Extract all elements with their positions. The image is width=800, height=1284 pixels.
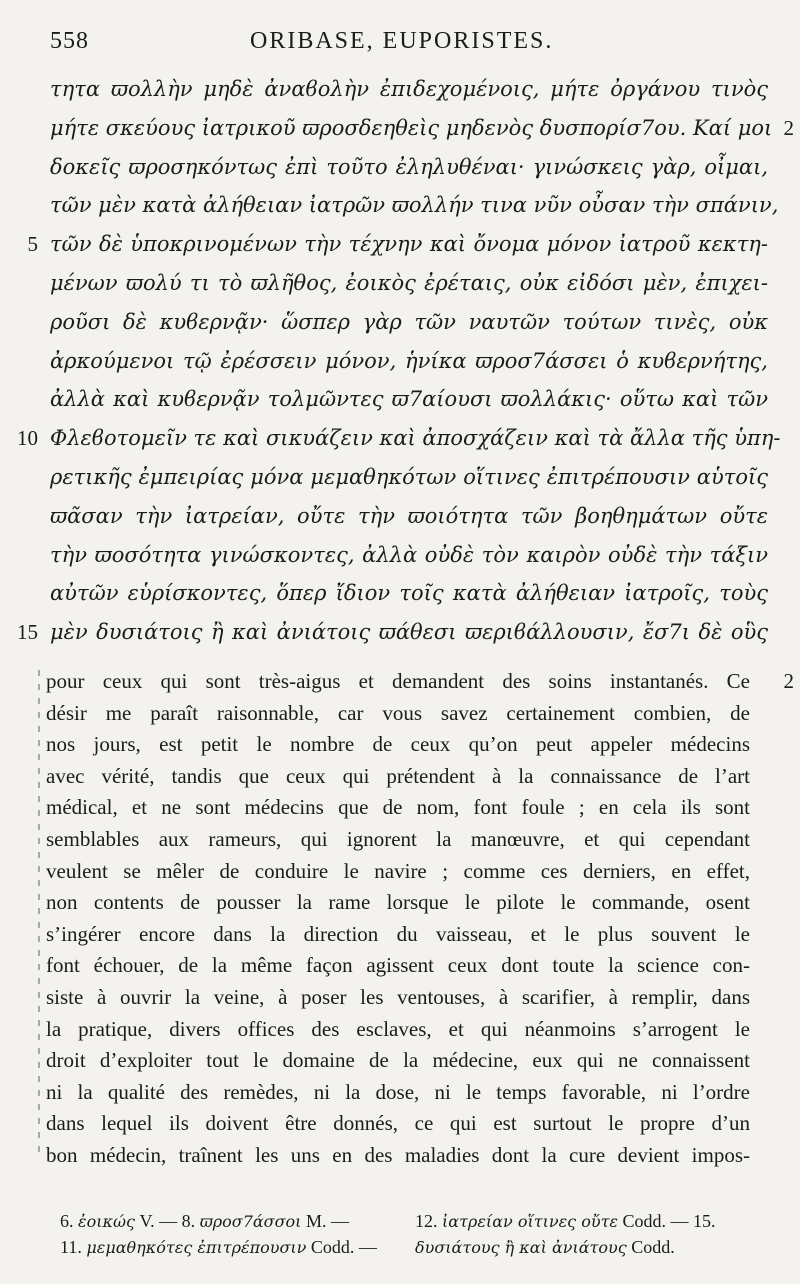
french-line-text: pour ceux qui sont très-aigus et demandent des soins instantanés. Ce bbox=[46, 669, 750, 693]
line-number: 5 bbox=[27, 232, 38, 257]
french-line bbox=[0, 1014, 800, 1046]
greek-line-text: μήτε σκεύους ἰατρικοῦ ϖροσδεηθεὶς μηδενὸς δυσπορίσ7ου. Καί μοι bbox=[50, 115, 773, 140]
french-line bbox=[0, 666, 800, 698]
note-ref: 12. bbox=[415, 1211, 438, 1231]
greek-text-block bbox=[0, 70, 800, 652]
greek-line-text: μένων ϖολύ τι τὸ ϖλῆθος, ἐοικὸς ἐρέταις, οὐκ εἰδόσι μὲν, ἐπιχει- bbox=[50, 270, 768, 295]
greek-line-text: ἀρκούμενοι τῷ ἐρέσσειν μόνον, ἡνίκα ϖροσ7άσσει ὁ κυϐερνήτης, bbox=[50, 348, 768, 373]
greek-line-text: δοκεῖς ϖροσηκόντως ἐπὶ τοῦτο ἐληλυθέναι· γινώσκεις γὰρ, οἶμαι, bbox=[50, 154, 768, 179]
greek-line bbox=[0, 342, 800, 381]
french-line-text: désir me paraît raisonnable, car vous savez certainement combien, de bbox=[46, 700, 750, 725]
marginal-section-number: 2 bbox=[783, 669, 794, 693]
greek-line-text: ϖᾶσαν τὴν ἰατρείαν, οὔτε τὴν ϖοιότητα τῶν βοηθημάτων οὔτε bbox=[50, 503, 768, 528]
french-line bbox=[0, 1045, 800, 1077]
greek-line bbox=[0, 303, 800, 342]
french-line bbox=[0, 919, 800, 951]
running-head: ORIBASE, EUPORISTES. bbox=[250, 28, 554, 54]
note-source: M. — bbox=[305, 1211, 349, 1231]
greek-line-text: τὴν ϖοσότητα γινώσκοντες, ἀλλὰ οὐδὲ τὸν καιρὸν οὐδὲ τὴν τάξιν bbox=[50, 542, 768, 567]
french-line bbox=[0, 982, 800, 1014]
greek-line bbox=[0, 264, 800, 303]
french-line-text: semblables aux rameurs, qui ignorent la manœuvre, et qui cependant bbox=[46, 826, 750, 851]
note-reading: δυσιάτους ἢ καὶ ἀνιάτους bbox=[415, 1238, 627, 1257]
french-line-text: nos jours, est petit le nombre de ceux qu’on peut appeler médecins bbox=[46, 732, 750, 757]
note-reading: μεμαθηκότες ἐπιτρέπουσιν bbox=[86, 1238, 307, 1257]
french-line bbox=[0, 729, 800, 761]
greek-line-text: Φλεϐοτομεῖν τε καὶ σικυάζειν καὶ ἀποσχάζειν καὶ τὰ ἄλλα τῆς ὑπη- bbox=[50, 426, 781, 451]
french-line-text: droit d’exploiter tout le domaine de la médecine, eux qui ne connaissent bbox=[46, 1048, 750, 1073]
french-line bbox=[0, 1108, 800, 1140]
french-line-text: médical, et ne sont médecins que de nom, font foule ; en cela ils sont bbox=[46, 795, 750, 820]
french-line bbox=[0, 698, 800, 730]
french-line-text: veulent se mêler de conduire le navire ; comme ces derniers, en effet, bbox=[46, 858, 750, 883]
greek-line-text: ρετικῆς ἐμπειρίας μόνα μεμαθηκότων οἵτινες ἐπιτρέπουσιν αὑτοῖς bbox=[50, 464, 768, 489]
greek-line bbox=[0, 148, 800, 187]
french-line bbox=[0, 761, 800, 793]
french-line bbox=[0, 856, 800, 888]
page-number: 558 bbox=[50, 28, 89, 54]
french-line bbox=[0, 950, 800, 982]
note-source: Codd. — bbox=[310, 1237, 377, 1257]
french-line-text: ni la qualité des remèdes, ni la dose, ni le temps favorable, ni l’ordre bbox=[46, 1079, 750, 1104]
french-translation-block bbox=[0, 666, 800, 1172]
french-line-text: bon médecin, traînent les uns en des maladies dont la cure devient impos- bbox=[46, 1142, 750, 1167]
french-line-text: la pratique, divers offices des esclaves, et qui néanmoins s’arrogent le bbox=[46, 1016, 750, 1041]
greek-line bbox=[0, 109, 800, 148]
french-line bbox=[0, 1077, 800, 1109]
note-reading: ἰατρείαν οἵτινες οὔτε bbox=[442, 1212, 618, 1231]
note-source: Codd. bbox=[631, 1237, 675, 1257]
greek-line bbox=[0, 497, 800, 536]
line-number: 15 bbox=[17, 620, 38, 645]
note-source: V. — 8. bbox=[139, 1211, 196, 1231]
greek-line-text: ἀλλὰ καὶ κυϐερνᾷν τολμῶντες ϖ7αίουσι ϖολλάκις· οὕτω καὶ τῶν bbox=[50, 387, 768, 412]
greek-line-text: ροῦσι δὲ κυϐερνᾷν· ὥσπερ γὰρ τῶν ναυτῶν τούτων τινὲς, οὐκ bbox=[50, 309, 768, 334]
footnote-line bbox=[0, 1208, 800, 1234]
greek-line-text: μὲν δυσιάτοις ἢ καὶ ἀνιάτοις ϖάθεσι ϖεριϐάλλουσιν, ἔσ7ι δὲ οὓς bbox=[50, 620, 768, 645]
note-reading: ϖροσ7άσσοι bbox=[199, 1212, 302, 1231]
french-line-text: font échouer, de la même façon agissent ceux dont toute la science con- bbox=[46, 953, 750, 978]
footnotes bbox=[0, 1208, 800, 1260]
footnote-line bbox=[0, 1234, 800, 1260]
french-line bbox=[0, 792, 800, 824]
french-line-text: s’ingérer encore dans la direction du vaisseau, et le plus souvent le bbox=[46, 921, 750, 946]
greek-line-text: αὐτῶν εὑρίσκοντες, ὅπερ ἴδιον τοῖς κατὰ ἀλήθειαν ἰατροῖς, τοὺς bbox=[50, 581, 768, 606]
greek-line bbox=[0, 536, 800, 575]
french-line bbox=[0, 1140, 800, 1172]
french-line-text: avec vérité, tandis que ceux qui prétendent à la connaissance de l’art bbox=[46, 763, 750, 788]
greek-line bbox=[0, 380, 800, 419]
french-line-text: non contents de pousser la rame lorsque le pilote le commande, osent bbox=[46, 890, 750, 915]
footnote-col2 bbox=[415, 1234, 675, 1261]
note-ref: 11. bbox=[60, 1237, 82, 1257]
greek-line-text: τῶν μὲν κατὰ ἀλήθειαν ἰατρῶν ϖολλήν τινα νῦν οὖσαν τὴν σπάνιν, bbox=[50, 193, 779, 218]
greek-line bbox=[0, 458, 800, 497]
note-ref: 6. bbox=[60, 1211, 74, 1231]
page-header bbox=[0, 28, 800, 62]
note-source: Codd. — 15. bbox=[622, 1211, 716, 1231]
line-number: 10 bbox=[17, 426, 38, 451]
marginal-section-number: 2 bbox=[783, 115, 794, 140]
french-line bbox=[0, 887, 800, 919]
greek-line bbox=[0, 574, 800, 613]
footnote-col2 bbox=[415, 1208, 716, 1235]
footnote-col1 bbox=[60, 1208, 349, 1235]
french-line bbox=[0, 824, 800, 856]
french-line-text: siste à ouvrir la veine, à poser les ventouses, à scarifier, à remplir, dans bbox=[46, 984, 750, 1009]
note-reading: ἐοικώς bbox=[78, 1212, 135, 1231]
greek-line bbox=[0, 225, 800, 264]
french-line-text: dans lequel ils doivent être donnés, ce qui est surtout le propre d’un bbox=[46, 1111, 750, 1136]
footnote-col1 bbox=[60, 1234, 377, 1261]
greek-line-text: τῶν δὲ ὑποκρινομένων τὴν τέχνην καὶ ὄνομα μόνον ἰατροῦ κεκτη- bbox=[50, 232, 768, 257]
greek-line bbox=[0, 613, 800, 652]
greek-line-text: τητα ϖολλὴν μηδὲ ἀναϐολὴν ἐπιδεχομένοις, μήτε ὀργάνου τινὸς bbox=[50, 77, 768, 101]
greek-line bbox=[0, 419, 800, 458]
greek-line bbox=[0, 186, 800, 225]
greek-line bbox=[0, 70, 800, 109]
